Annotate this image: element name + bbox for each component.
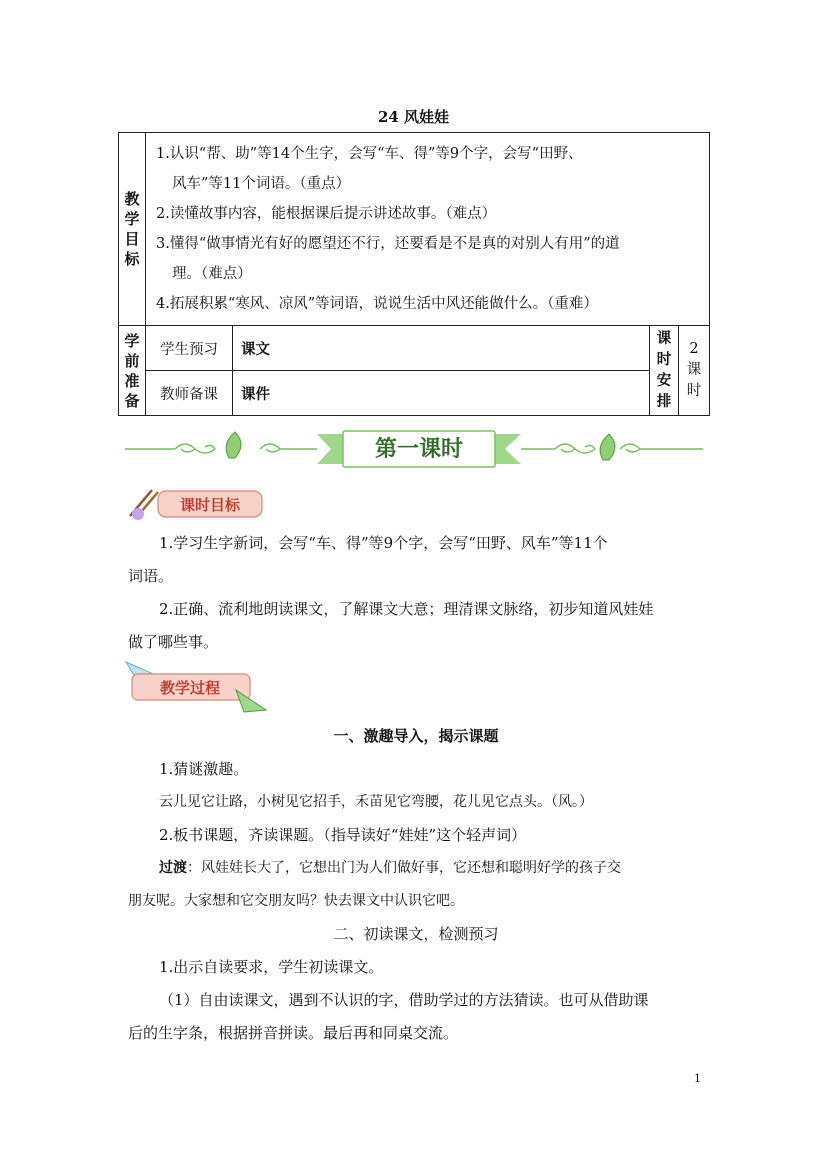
process-text: [128, 720, 704, 1050]
goals-header-char: 标: [124, 250, 140, 268]
student-prep-row: [119, 326, 710, 371]
teacher-prep-row: [119, 371, 710, 416]
process-line: 2.板书课题，齐读课题。（指导读好“娃娃”这个轻声词）: [159, 826, 527, 844]
schedule-header: [650, 326, 679, 416]
banner-label: 第一课时: [374, 437, 464, 462]
schedule-header-char: 排: [656, 393, 672, 410]
process-line: 1.出示自读要求，学生初读课文。: [159, 958, 384, 976]
page-number: 1: [694, 1072, 701, 1085]
objectives-badge: [124, 486, 266, 522]
goals-header-char: 教: [124, 190, 140, 208]
prep-header: [119, 326, 146, 416]
schedule-header-char: 课: [656, 330, 672, 347]
objectives-text: [128, 527, 704, 659]
prep-header-char: 前: [124, 351, 140, 370]
objective-line: 1.学习生字新词，会写“车、得”等9个字，会写“田野、风车”等11个: [159, 534, 608, 552]
goal-line: 理。（难点）: [172, 266, 252, 282]
schedule-value-char: 2: [689, 341, 699, 357]
transition-line: 过渡：风娃娃长大了，它想出门为人们做好事，它还想和聪明好学的孩子交: [159, 860, 621, 876]
prep-header-char: 学: [124, 331, 140, 350]
goals-header-char: 学: [124, 210, 140, 228]
goals-content: [146, 133, 710, 326]
goal-line: 1.认识“帮、助”等14个生字，会写“车、得”等9个字，会写“田野、: [156, 146, 583, 162]
right-leaf-icon: [600, 434, 615, 460]
student-prep-label: 学生预习: [146, 326, 233, 371]
goal-line: 4.拓展积累“寒风、凉风”等词语，说说生活中风还能做什么。（重难）: [156, 296, 598, 312]
paper-plane-green-icon: [236, 690, 266, 712]
teacher-prep-value: 课件: [233, 371, 650, 416]
transition-text: 风娃娃长大了，它想出门为人们做好事，它还想和聪明好学的孩子交: [201, 860, 621, 876]
schedule-value-char: 时: [686, 383, 702, 399]
left-vine-icon: [125, 444, 317, 453]
objective-line: 2.正确、流利地朗读课文，了解课文大意；理清课文脉络，初步知道风娃娃: [159, 600, 654, 618]
transition-label: 过渡: [159, 860, 187, 876]
schedule-header-char: 安: [656, 372, 672, 389]
page-title: 24 风娃娃: [377, 108, 450, 126]
process-badge-label: 教学过程: [159, 679, 221, 697]
brush-icon: [130, 490, 158, 520]
process-line: 后的生字条，根据拼音拼读。最后再和同桌交流。: [128, 1024, 459, 1042]
process-line: （1）自由读课文，遇到不认识的字，借助学过的方法猜读。也可从借助课: [159, 991, 649, 1009]
goals-header-char: 目: [124, 230, 140, 248]
teacher-prep-label: 教师备课: [146, 371, 233, 416]
student-prep-value: 课文: [233, 326, 650, 371]
schedule-header-char: 时: [656, 351, 672, 368]
objective-line: 做了哪些事。: [128, 633, 219, 651]
lesson-plan-table: [118, 132, 710, 416]
process-line: 1.猜谜激趣。: [159, 760, 249, 778]
objectives-badge-label: 课时目标: [179, 496, 241, 514]
lesson-banner: [125, 428, 703, 470]
goal-line: 3.懂得“做事情光有好的愿望还不行，还要看是不是真的对别人有用”的道: [156, 236, 620, 252]
transition-line: 朋友呢。大家想和它交朋友吗？快去课文中认识它吧。: [128, 893, 464, 909]
goal-line: 风车”等11个词语。（重点）: [172, 176, 351, 192]
goals-header: [119, 133, 146, 326]
prep-header-char: 准: [124, 371, 140, 390]
prep-header-char: 备: [124, 391, 140, 410]
schedule-value-char: 课: [686, 362, 702, 378]
riddle-line: 云儿见它让路，小树见它招手，禾苗见它弯腰，花儿见它点头。（风。）: [159, 794, 593, 810]
goal-line: 2.读懂故事内容，能根据课后提示讲述故事。（难点）: [156, 206, 497, 222]
section-heading: 一、激趣导入，揭示课题: [333, 727, 499, 745]
process-badge: [124, 660, 270, 716]
goals-row: [119, 133, 710, 326]
section-heading: 二、初读课文，检测预习: [333, 925, 499, 943]
left-leaf-icon: [226, 432, 241, 458]
schedule-value: [679, 326, 710, 416]
objective-line: 词语。: [128, 567, 174, 585]
